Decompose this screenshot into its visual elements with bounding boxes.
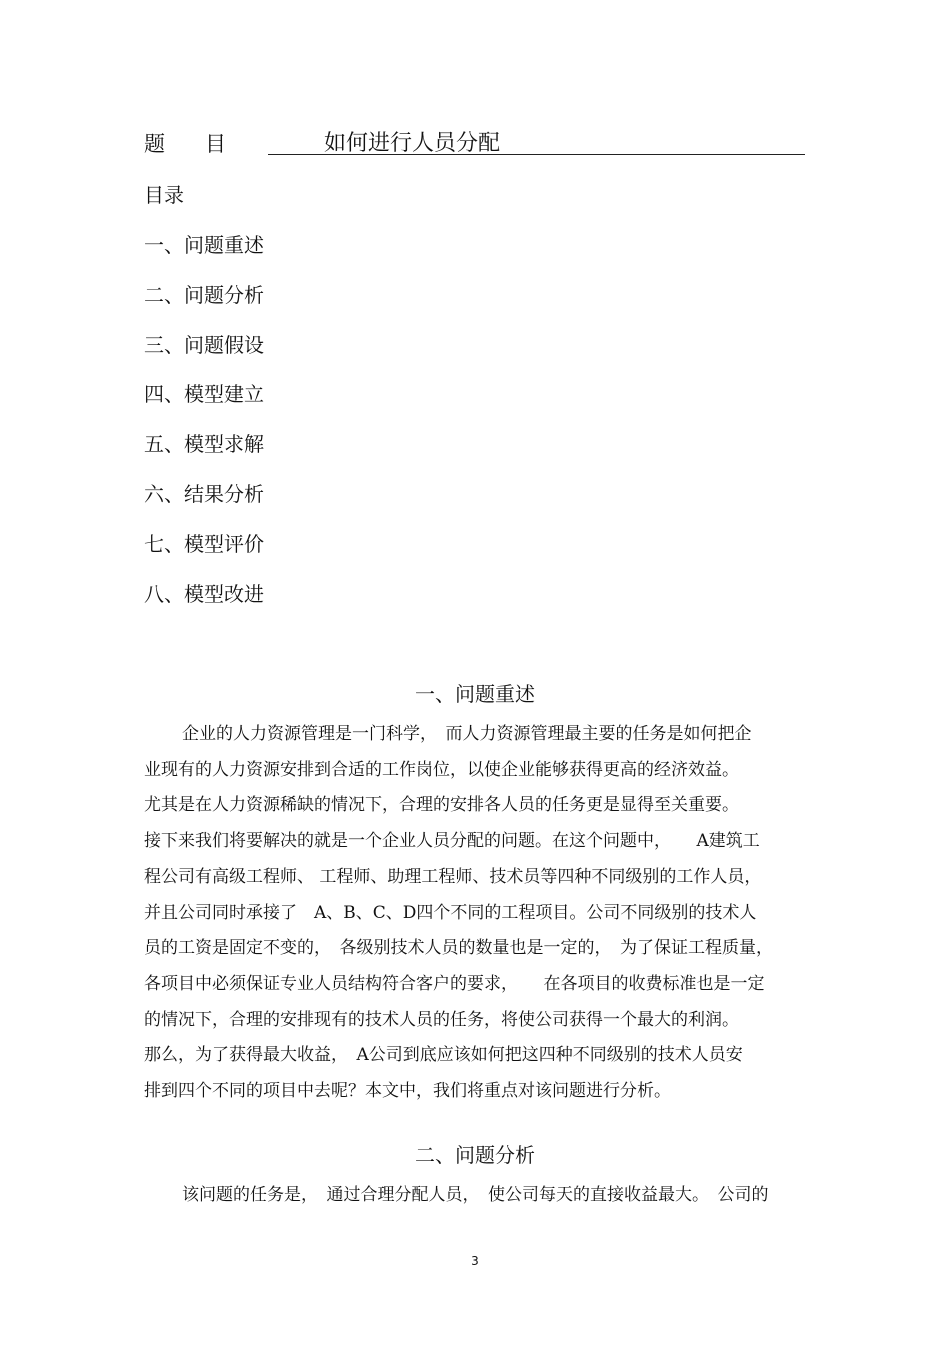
section-heading-1: 一、问题重述	[415, 682, 535, 706]
title-value-underline	[268, 126, 805, 155]
paragraph-line: 员的工资是固定不变的， 各级别技术人员的数量也是一定的， 为了保证工程质量，	[144, 938, 773, 959]
page-number: 3	[471, 1254, 479, 1268]
paragraph-line: 排到四个不同的项目中去呢？本文中，我们将重点对该问题进行分析。	[144, 1081, 671, 1102]
paragraph-line: 程公司有高级工程师、 工程师、助理工程师、技术员等四种不同级别的工作人员，	[144, 866, 762, 887]
toc-item-3: 三、问题假设	[144, 333, 264, 357]
toc-heading: 目录	[144, 183, 184, 207]
paragraph-line: 尤其是在人力资源稀缺的情况下，合理的安排各人员的任务更是显得至关重要。	[144, 795, 739, 816]
toc-item-8: 八、模型改进	[144, 582, 264, 606]
paragraph-line: 该问题的任务是， 通过合理分配人员， 使公司每天的直接收益最大。 公司的	[182, 1185, 769, 1205]
toc-item-5: 五、模型求解	[144, 432, 264, 456]
toc-item-1: 一、问题重述	[144, 233, 264, 257]
toc-item-2: 二、问题分析	[144, 283, 264, 307]
section-1-paragraph	[144, 717, 806, 1110]
title-label-char-2: 目	[205, 132, 226, 156]
toc-item-6: 六、结果分析	[144, 482, 264, 506]
paragraph-line: 并且公司同时承接了 A、B、C、D四个不同的工程项目。公司不同级别的技术人	[144, 902, 757, 923]
section-heading-2: 二、问题分析	[415, 1143, 535, 1167]
paragraph-line: 各项目中必须保证专业人员结构符合客户的要求， 在各项目的收费标准也是一定	[144, 973, 765, 994]
paragraph-line: 业现有的人力资源安排到合适的工作岗位，以使企业能够获得更高的经济效益。	[144, 759, 739, 780]
paragraph-line: 那么，为了获得最大收益， A公司到底应该如何把这四种不同级别的技术人员安	[144, 1045, 743, 1066]
paragraph-line: 接下来我们将要解决的就是一个企业人员分配的问题。在这个问题中， A建筑工	[144, 831, 760, 852]
toc-item-4: 四、模型建立	[144, 382, 264, 406]
title-label-char-1: 题	[144, 132, 165, 156]
paragraph-line: 企业的人力资源管理是一门科学， 而人力资源管理最主要的任务是如何把企	[182, 724, 752, 744]
toc-item-7: 七、模型评价	[144, 532, 264, 556]
title-label	[144, 128, 226, 158]
section-2-paragraph	[144, 1178, 806, 1214]
document-title: 如何进行人员分配	[324, 131, 501, 156]
paragraph-line: 的情况下，合理的安排现有的技术人员的任务，将使公司获得一个最大的利润。	[144, 1009, 739, 1030]
